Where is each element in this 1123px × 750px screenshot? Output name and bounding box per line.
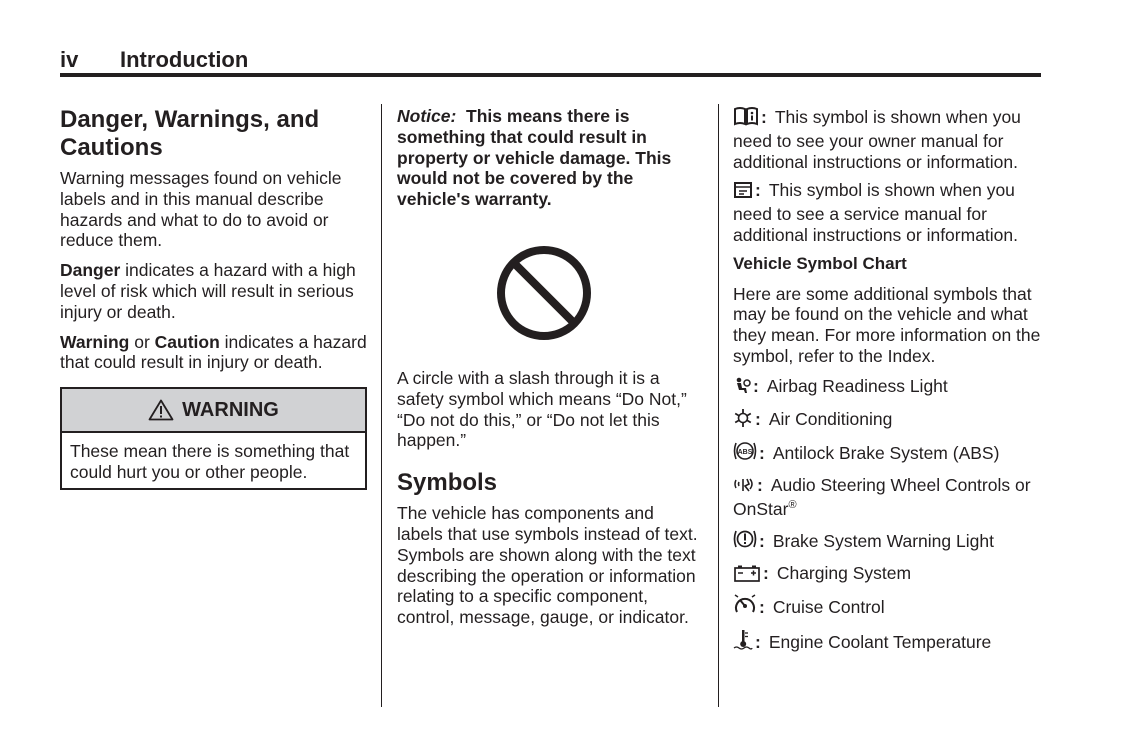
colon: :	[755, 632, 761, 653]
column-right	[733, 106, 1043, 664]
coolant-temp-icon	[733, 629, 753, 656]
page-number: iv	[60, 47, 79, 72]
symbol-entry-brake-warning	[733, 528, 1043, 555]
symbol-label: Air Conditioning	[768, 408, 893, 429]
symbol-chart-intro: Here are some additional symbols that may be found on the vehicle and what they mean. For more information on the symbol, refer to the Index.	[733, 283, 1041, 366]
section-title: Introduction	[120, 47, 249, 72]
symbol-label: Antilock Brake System (ABS)	[772, 443, 1000, 464]
symbol-label: Brake System Warning Light	[772, 530, 994, 551]
danger-text: indicates a hazard with a high level of risk which will result in serious injury or death.	[60, 260, 356, 322]
no-symbol	[385, 244, 702, 342]
colon: :	[763, 562, 769, 583]
warning-box-label: WARNING	[182, 398, 279, 421]
warning-paragraph	[60, 332, 370, 374]
air-conditioning-icon	[733, 408, 753, 433]
danger-warnings-heading: Danger, Warnings, and Cautions	[60, 106, 320, 161]
abs-icon-text: ABS	[737, 449, 753, 457]
registered-mark: ®	[788, 499, 797, 512]
owner-manual-text: This symbol is shown when you need to see your owner manual for additional instructions or information.	[733, 107, 1021, 172]
symbol-entry-coolant	[733, 629, 1043, 656]
colon: :	[759, 530, 765, 551]
battery-icon	[733, 564, 761, 587]
column-middle	[397, 106, 702, 637]
warning-triangle-icon	[148, 399, 174, 421]
symbol-entry-air-conditioning	[733, 408, 1043, 433]
colon: :	[753, 375, 759, 396]
symbols-heading: Symbols	[397, 469, 498, 497]
caution-term: Caution	[154, 331, 220, 352]
notice-paragraph	[397, 106, 702, 210]
column-divider	[718, 104, 719, 707]
warning-term: Warning	[60, 331, 130, 352]
colon: :	[759, 597, 765, 618]
colon: :	[755, 180, 761, 201]
nosign-caption: A circle with a slash through it is a safety symbol which means “Do Not,” “Do not do this,” or “Do not let this happen.”	[397, 367, 687, 451]
danger-term: Danger	[60, 260, 121, 281]
abs-icon	[733, 440, 757, 467]
notice-text: This means there is something that could result in property or vehicle damage. This would not be covered by the vehicle's warranty.	[397, 106, 672, 210]
symbol-entry-charging	[733, 563, 1043, 587]
intro-paragraph: Warning messages found on vehicle labels and in this manual describe hazards and what to do to avoid or reduce them.	[60, 168, 342, 251]
vehicle-symbol-chart-heading: Vehicle Symbol Chart	[733, 253, 907, 273]
colon: :	[761, 107, 767, 127]
owner-manual-entry	[733, 106, 1043, 172]
steering-audio-icon	[733, 476, 755, 499]
cruise-control-icon	[733, 594, 757, 621]
owner-manual-icon	[733, 106, 759, 131]
warning-box-text: These mean there is something that could hurt you or other people.	[70, 441, 350, 482]
danger-paragraph	[60, 260, 370, 322]
warning-text: indicates a hazard that could result in injury or death.	[60, 331, 367, 373]
notice-label: Notice:	[397, 106, 457, 126]
page-header	[60, 44, 1041, 78]
symbol-entry-airbag	[733, 376, 1043, 400]
column-divider	[381, 104, 382, 707]
symbol-label: Audio Steering Wheel Controls or OnStar	[733, 475, 1031, 519]
symbols-paragraph: The vehicle has components and labels that use symbols instead of text. Symbols are shown along with the text describing the operation or information relating to a specific component, control, message, gauge, or indicator.	[397, 503, 698, 628]
colon: :	[757, 475, 763, 496]
symbol-entry-cruise	[733, 594, 1043, 621]
service-manual-text: This symbol is shown when you need to see a service manual for additional instructions or information.	[733, 180, 1019, 245]
service-manual-entry	[733, 180, 1043, 245]
service-manual-icon	[733, 181, 753, 204]
colon: :	[759, 443, 765, 464]
symbol-entry-audio-steering	[733, 475, 1043, 520]
warning-box-header	[62, 389, 365, 433]
or-word: or	[129, 331, 155, 352]
symbol-label: Charging System	[776, 562, 912, 583]
symbol-entry-abs	[733, 440, 1043, 467]
header-rule	[60, 73, 1041, 77]
prohibition-icon	[495, 244, 593, 342]
symbol-label: Engine Coolant Temperature	[768, 632, 992, 653]
warning-box	[60, 387, 367, 490]
colon: :	[755, 408, 761, 429]
brake-warning-icon	[733, 528, 757, 555]
symbol-label: Cruise Control	[772, 597, 885, 618]
symbol-label: Airbag Readiness Light	[766, 375, 948, 396]
column-left	[60, 106, 370, 490]
airbag-icon	[733, 377, 751, 400]
